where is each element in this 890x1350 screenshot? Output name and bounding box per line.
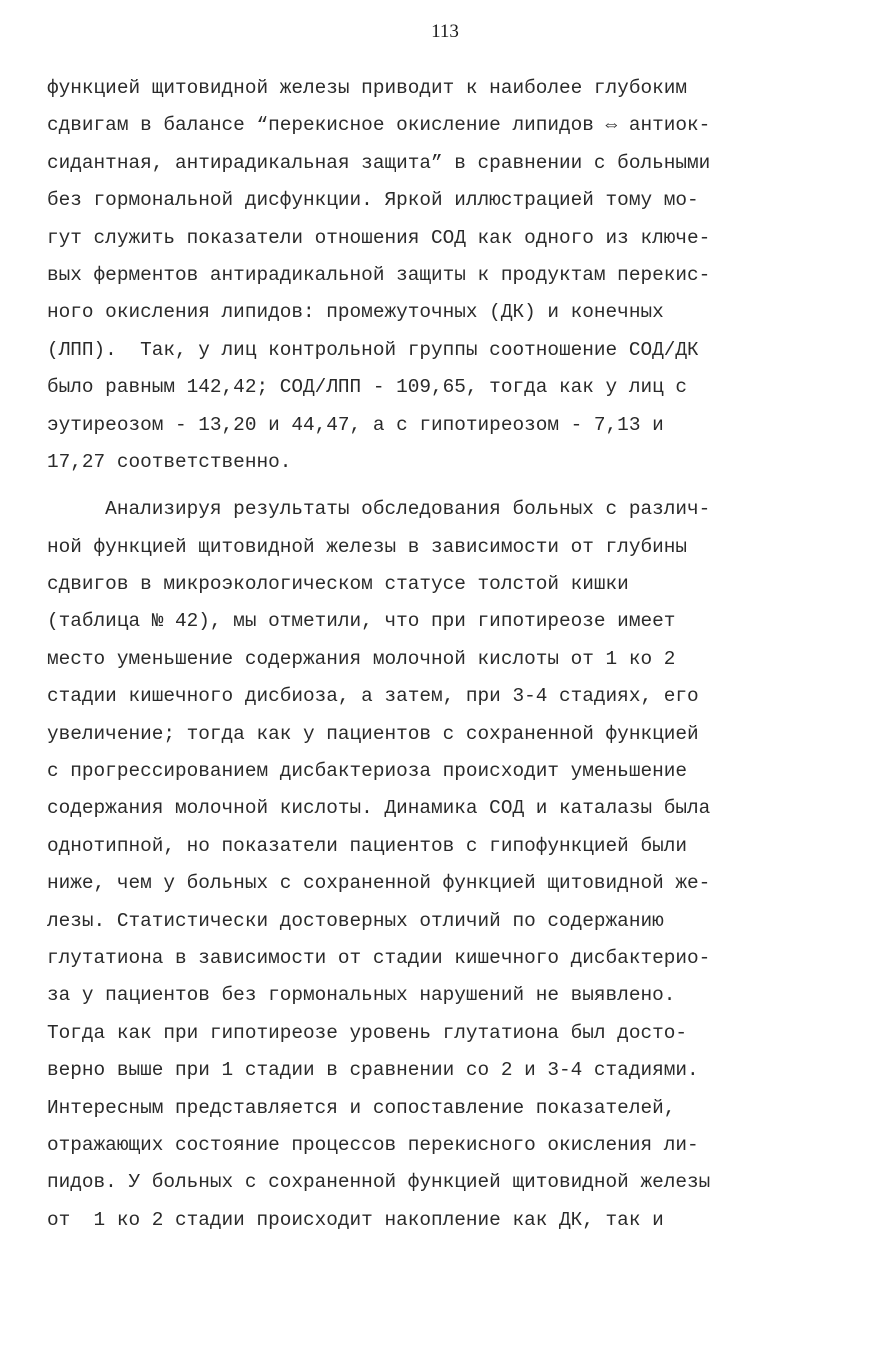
text-line: содержания молочной кислоты. Динамика СОД и каталазы была bbox=[47, 797, 711, 820]
text-line: гут служить показатели отношения СОД как одного из ключе- bbox=[47, 226, 711, 249]
text-line: вых ферментов антирадикальной защиты к продуктам перекис- bbox=[47, 263, 711, 286]
text-line: ниже, чем у больных с сохраненной функцией щитовидной же- bbox=[47, 872, 711, 895]
text-line: с прогрессированием дисбактериоза происходит уменьшение bbox=[47, 760, 687, 783]
text-line: (ЛПП). Так, у лиц контрольной группы соотношение СОД/ДК bbox=[47, 338, 699, 361]
text-line: Анализируя результаты обследования больных с различ- bbox=[47, 498, 711, 521]
text-line: от 1 ко 2 стадии происходит накопление как ДК, так и bbox=[47, 1208, 664, 1231]
text-line: увеличение; тогда как у пациентов с сохраненной функцией bbox=[47, 722, 699, 745]
text-line: место уменьшение содержания молочной кислоты от 1 ко 2 bbox=[47, 647, 676, 670]
text-line: сдвигов в микроэкологическом статусе толстой кишки bbox=[47, 573, 629, 596]
text-line: отражающих состояние процессов перекисного окисления ли- bbox=[47, 1133, 699, 1156]
text-line: ной функцией щитовидной железы в зависимости от глубины bbox=[47, 535, 687, 558]
body-text bbox=[47, 70, 847, 1239]
page-number: 113 bbox=[431, 21, 459, 42]
text-line: без гормональной дисфункции. Яркой иллюстрацией тому мо- bbox=[47, 189, 699, 212]
text-line: Тогда как при гипотиреозе уровень глутатиона был досто- bbox=[47, 1021, 687, 1044]
text-line: функцией щитовидной железы приводит к наиболее глубоким bbox=[47, 77, 687, 99]
text-line: стадии кишечного дисбиоза, а затем, при 3-4 стадиях, его bbox=[47, 685, 699, 708]
text-line: ного окисления липидов: промежуточных (ДК) и конечных bbox=[47, 301, 664, 324]
text-line: Интересным представляется и сопоставление показателей, bbox=[47, 1096, 676, 1119]
text-line: однотипной, но показатели пациентов с гипофункцией были bbox=[47, 834, 687, 857]
text-line: эутиреозом - 13,20 и 44,47, а с гипотиреозом - 7,13 и bbox=[47, 413, 664, 436]
text-line: пидов. У больных с сохраненной функцией щитовидной железы bbox=[47, 1171, 711, 1194]
text-line: за у пациентов без гормональных нарушений не выявлено. bbox=[47, 984, 676, 1007]
text-line: было равным 142,42; СОД/ЛПП - 109,65, тогда как у лиц с bbox=[47, 376, 687, 399]
text-line: сидантная, антирадикальная защита” в сравнении с больными bbox=[47, 151, 711, 174]
text-line: сдвигам в балансе “перекисное окисление липидов ⇔ антиок- bbox=[47, 114, 711, 137]
text-line: (таблица № 42), мы отметили, что при гипотиреозе имеет bbox=[47, 610, 676, 633]
text-line: верно выше при 1 стадии в сравнении со 2 и 3-4 стадиями. bbox=[47, 1059, 699, 1082]
text-line: глутатиона в зависимости от стадии кишечного дисбактерио- bbox=[47, 946, 711, 969]
text-line: 17,27 соответственно. bbox=[47, 450, 292, 473]
text-line: лезы. Статистически достоверных отличий по содержанию bbox=[47, 909, 664, 932]
